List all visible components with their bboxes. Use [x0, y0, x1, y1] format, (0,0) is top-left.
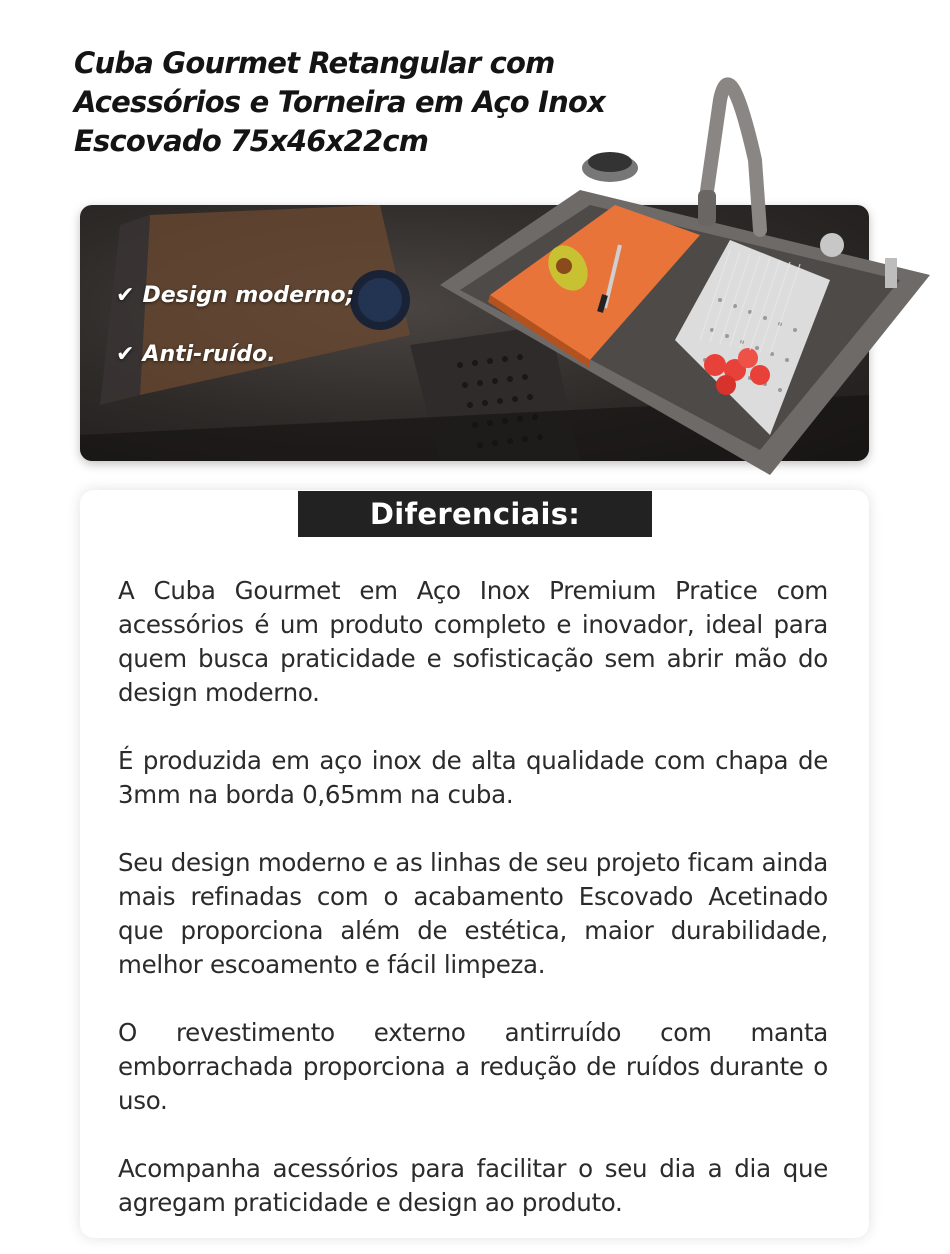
paragraph: O revestimento externo antirruído com manta emborrachada proporciona a redução de ruídos durante o uso. — [118, 1018, 828, 1115]
differentials-card — [80, 490, 869, 1238]
check-icon: ✔ — [116, 282, 135, 308]
feature-list — [116, 283, 354, 401]
feature-item — [116, 283, 354, 308]
feature-label: Anti-ruído. — [142, 342, 276, 367]
description-text — [118, 574, 828, 1254]
check-icon: ✔ — [116, 341, 135, 367]
paragraph: A Cuba Gourmet em Aço Inox Premium Pratice com acessórios é um produto completo e inovador, ideal para quem busca praticidade e sofisticação sem abrir mão do design moderno. — [118, 576, 828, 707]
feature-item — [116, 342, 354, 367]
paragraph: Acompanha acessórios para facilitar o seu dia a dia que agregam praticidade e design ao produto. — [118, 1154, 828, 1217]
section-heading: Diferenciais: — [298, 491, 652, 537]
paragraph: É produzida em aço inox de alta qualidade com chapa de 3mm na borda 0,65mm na cuba. — [118, 746, 828, 809]
feature-label: Design moderno; — [142, 283, 355, 308]
paragraph: Seu design moderno e as linhas de seu projeto ficam ainda mais refinadas com o acabamento Escovado Acetinado que proporciona além de estética, maior durabilidade, melhor escoamento e fácil limpeza. — [118, 848, 828, 979]
page-title: Cuba Gourmet Retangular com Acessórios e Torneira em Aço Inox Escovado 75x46x22cm — [74, 46, 606, 158]
